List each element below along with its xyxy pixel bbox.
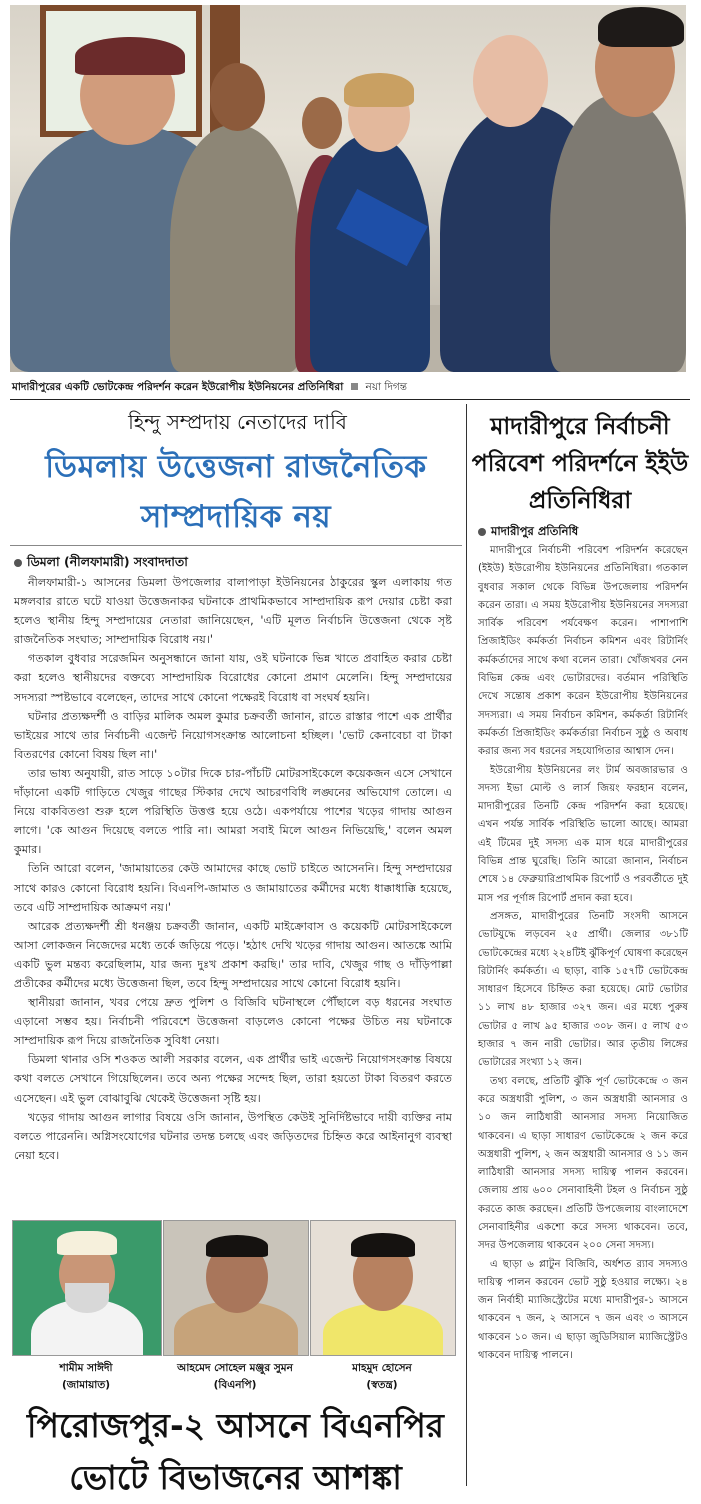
portrait-name: আহমেদ সোহেল মঞ্জুর সুমন (177, 1362, 293, 1374)
side-byline (478, 523, 578, 542)
main-paragraph: নীলফামারী-১ আসনের ডিমলা উপজেলার বালাপাড়া ইউনিয়নের ঠাকুরের স্কুল এলাকায় গত মঙ্গলবার রাতে ঘটে যাওয়া উত্তেজনাকর ঘটনাকে প্রাথমিকভাবে সাম্প্রদায়িক রূপ দেয়ার চেষ্টা করা হলেও স্থানীয় হিন্দু সম্প্রদায়ের নেতারা জানিয়েছেন, 'এটি মূলত নির্বাচনি উত্তেজনা থেকে সৃষ্ট রাজনৈতিক সংঘাত; সাম্প্রদায়িক বিরোধ নয়।' (14, 576, 452, 647)
main-paragraph: ডিমলা থানার ওসি শওকত আলী সরকার বলেন, এক প্রার্থীর ভাই এজেন্ট নিয়োগসংক্রান্ত বিষয়ে কথা বলতে সেখানে গিয়েছিলেন। তবে অন্য পক্ষের সন্দেহ ছিল, তারা হয়তো টাকা বিতরণ করতে এসেছেন। এই ভুল বোঝাবুঝি থেকেই উত্তেজনা সৃষ্টি হয়। (14, 1053, 452, 1105)
side-paragraph: প্রসঙ্গত, মাদারীপুরের তিনটি সংসদী আসনে ভোটযুদ্ধে লড়বেন ২৫ প্রার্থী। জেলার ৩৮১টি ভোটকেন্দ্রের মধ্যে ২২৪টিই ঝুঁকিপূর্ণ ঘোষণা করেছেন রিটার্নিং কর্মকর্তা। এ ছাড়া, বাকি ১৫৭টি ভোটকেন্দ্র সাধারণ হিসেবে চিহ্নিত করা হয়েছে। মোট ভোটার ১১ লাখ ৪৮ হাজার ৩২৭ জন। এর মধ্যে পুরুষ ভোটার ৫ লাখ ৯৫ হাজার ৩০৮ জন। ৫ লাখ ৫৩ হাজার ৭ জন নারী ভোটার। আর তৃতীয় লিঙ্গের ভোটারের সংখ্যা ১২ জন। (478, 910, 688, 1069)
main-headline-line1: ডিমলায় উত্তেজনা রাজনৈতিক (45, 449, 427, 485)
main-paragraph: তিনি আরো বলেন, 'জামায়াতের কেউ আমাদের কাছে ভোট চাইতে আসেননি। হিন্দু সম্প্রদায়ের সাথে কারও কোনো বিরোধ হয়নি। বিএনপি-জামাত ও জামায়াতের কর্মীদের মধ্যে ধাক্কাধাক্কি হয়েছে, তবে এটি সাম্প্রদায়িক আক্রমণ নয়।' (14, 862, 452, 914)
main-kicker: হিন্দু সম্প্রদায় নেতাদের দাবি (128, 410, 347, 434)
portrait-photo-2 (163, 1220, 309, 1356)
main-paragraph: খড়ের গাদায় আগুন লাগার বিষয়ে ওসি জানান, উপস্থিত কেউই সুনির্দিষ্টভাবে দায়ী ব্যক্তির নাম বলতে পারেননি। অগ্নিসংযোগের ঘটনার তদন্ত চলছে এবং জড়িতদের চিহ্নিত করে আইনানুগ ব্যবস্থা নেয়া হবে। (14, 1110, 452, 1162)
side-paragraph: এ ছাড়া ৬ প্লাটুন বিজিবি, অর্ধশত র‍্যাব সদস্যও দায়িত্ব পালন করবেন ভোট সুষ্ঠু হওয়ার লক্ষ্যে। ২৪ জন নির্বাহী ম্যাজিস্ট্রেটের মধ্যে মাদারীপুর-১ আসনে থাকবেন ৭ জন, ২ আসনে ৭ জন এবং ৩ আসনে থাকবেন ১০ জন। এ ছাড়া জুডিসিয়াল ম্যাজিস্ট্রেটও থাকবেন দায়িত্ব পালনে। (478, 1258, 688, 1362)
main-headline (10, 442, 462, 542)
side-paragraph: মাদারীপুরে নির্বাচনী পরিবেশ পরিদর্শন করেছেন (ইইউ) ইউরোপীয় ইউনিয়নের প্রতিনিধিরা। গতকাল বুধবার সকাল থেকে বিভিন্ন উপজেলায় পরিদর্শন করেন তারা। এ সময় ইউরোপীয় ইউনিয়নের সদস্যরা সার্বিক পরিবেশ পর্যবেক্ষণ করেন। পাশাপাশি প্রিজাইডিং কর্মকর্তা নির্বাচন কমিশন এবং রিটার্নিং কর্মকর্তাদের সাথে কথা বলেন তারা। খোঁজখবর নেন বিভিন্ন কেন্দ্র এবং ভোটারদের। বর্তমান পরিস্থিতি দেখে সন্তোষ প্রকাশ করেন ইউরোপীয় ইউনিয়নের সদস্যরা। এ সময় নির্বাচন কমিশন, কর্মকর্তা রিটার্নিং কর্মকর্তা প্রিজাইডিং কর্মকর্তারা নির্বাচন সুষ্ঠু ও অবাধ করার জন্য সব ধরনের সহযোগিতার আশ্বাস দেন। (478, 545, 688, 758)
portrait-name: মাহমুদ হোসেন (352, 1362, 412, 1374)
caption-square-icon (351, 383, 358, 390)
divider (10, 399, 690, 400)
portrait-party: (বিএনপি) (213, 1379, 257, 1391)
main-headline-line2: সাম্প্রদায়িক নয় (140, 499, 332, 535)
main-body (14, 573, 452, 1165)
bottom-headline-line1: পিরোজপুর-২ আসনে বিএনপির (27, 1406, 444, 1445)
portrait-caption-2 (163, 1360, 307, 1394)
portrait-name: শামীম সাঈদী (59, 1362, 113, 1374)
portrait-caption-1 (12, 1360, 160, 1394)
main-byline (14, 554, 188, 574)
bottom-headline-line2: ভোটে বিভাজনের আশঙ্কা (69, 1458, 402, 1497)
caption-source: নয়া দিগন্ত (365, 381, 408, 393)
portrait-caption-3 (310, 1360, 454, 1394)
divider (10, 545, 462, 546)
bullet-icon (478, 528, 486, 536)
caption-text: মাদারীপুরের একটি ভোটকেন্দ্র পরিদর্শন করেন ইউরোপীয় ইউনিয়নের প্রতিনিধিরা (12, 381, 344, 393)
bullet-icon (14, 559, 22, 567)
top-photo-caption (12, 380, 692, 397)
main-paragraph: স্থানীয়রা জানান, খবর পেয়ে দ্রুত পুলিশ ও বিজিবি ঘটনাস্থলে পৌঁছালে বড় ধরনের সংঘাত এড়ানো সম্ভব হয়। নির্বাচনী পরিবেশে উত্তেজনা বাড়লেও কোনো পক্ষের উচিত নয় ঘটনাকে সাম্প্রদায়িক রূপ দিয়ে রাজনৈতিক সুবিধা নেয়া। (14, 996, 452, 1048)
column-divider (466, 404, 467, 1486)
main-byline-text: ডিমলা (নীলফামারী) সংবাদদাতা (27, 554, 188, 569)
main-paragraph: আরেক প্রত্যক্ষদর্শী শ্রী ধনঞ্জয় চক্রবর্তী জানান, একটি মাইক্রোবাস ও কয়েকটি মোটরসাইকেলে আসা লোকজন নিজেদের মধ্যে তর্কে জড়িয়ে পড়ে। 'হঠাৎ দেখি খড়ের গাদায় আগুন। আতঙ্কে আমি একটি ভুল মন্তব্য করেছিলাম, যার জন্য দুঃখ প্রকাশ করছি।' তার দাবি, খেজুর গাছ ও দাঁড়িপাল্লা প্রতীকের কর্মীদের মধ্যে উত্তেজনা ছিল, তবে হিন্দু সম্প্রদায়ের সাথে কোনো বিরোধ হয়নি। (14, 919, 452, 990)
portrait-party: (স্বতন্ত্র) (366, 1379, 398, 1391)
portrait-party: (জামায়াত) (61, 1379, 111, 1391)
bottom-headline (8, 1400, 463, 1504)
side-body (478, 542, 688, 1365)
side-headline: মাদারীপুরে নির্বাচনী পরিবেশ পরিদর্শনে ইইউ প্রতিনিধিরা (471, 412, 689, 514)
side-paragraph: তথ্য বলছে, প্রতিটি ঝুঁকি পূর্ণ ভোটকেন্দ্রে ৩ জন করে অস্ত্রধারী পুলিশ, ৩ জন অস্ত্রধারী আনসার ও ১০ জন লাঠিধারী আনসার সদস্য নিয়োজিত থাকবেন। এ ছাড়া সাধারণ ভোটকেন্দ্রে ২ জন করে অস্ত্রধারী পুলিশ, ২ জন অস্ত্রধারী আনসার ও ১১ জন লাঠিধারী আনসার সদস্য দায়িত্ব পালন করবেন। জেলায় প্রায় ৬০০ সেনাবাহিনী টহল ও নির্বাচন সুষ্ঠু করতে কাজ করছেন। প্রতিটি উপজেলায় বাংলাদেশে সেনাবাহিনীর একশো করে সদস্য থাকবেন। তবে, সদর উপজেলায় থাকবেন ২০০ সেনা সদস্য। (478, 1075, 688, 1252)
main-paragraph: গতকাল বুধবার সরেজমিন অনুসন্ধানে জানা যায়, ওই ঘটনাকে ভিন্ন খাতে প্রবাহিত করার চেষ্টা করা হলেও স্থানীয়দের বক্তব্যে সাম্প্রদায়িক বিরোধের কোনো প্রমাণ মেলেনি। হিন্দু সম্প্রদায়ের সদস্যরা স্পষ্টভাবে বলেছেন, তাদের সাথে কোনো পক্ষেরই বিরোধ বা সংঘর্ষ হয়নি। (14, 652, 452, 704)
top-photo (10, 5, 686, 372)
portrait-photo-3 (310, 1220, 456, 1356)
side-paragraph: ইউরোপীয় ইউনিয়নের লং টার্ম অবজারভার ও সদস্য ইভা মোল্ট ও লার্স জিয়ং ফরহান বলেন, মাদারীপুরের তিনটি কেন্দ্র পরিদর্শন করা হয়েছে। এখন পর্যন্ত সার্বিক পরিস্থিতি ভালো আছে। আমরা এই টিমের দুই সদস্য এক মাস ধরে মাদারীপুরের বিভিন্ন প্রান্ত ঘুরেছি। তিনি আরো জানান, নির্বাচন শেষে ১৪ ফেব্রুয়ারিপ্রাথমিক রিপোর্ট ও পরবর্তীতে দুই মাস পর পূর্ণাঙ্গ রিপোর্ট প্রদান করা হবে। (478, 764, 688, 904)
main-paragraph: ঘটনার প্রত্যক্ষদর্শী ও বাড়ির মালিক অমল কুমার চক্রবর্তী জানান, রাতে রাস্তার পাশে এক প্রার্থীর ভাইয়ের সাথে তার নির্বাচনী এজেন্ট নিয়োগসংক্রান্ত আলোচনা হচ্ছিল। 'ভোট কেনাবেচা বা টাকা বিতরণের কোনো বিষয় ছিল না।' (14, 709, 452, 761)
portrait-photo-1 (12, 1220, 162, 1356)
main-paragraph: তার ভাষ্য অনুযায়ী, রাত সাড়ে ১০টার দিকে চার-পাঁচটি মোটরসাইকেলে কয়েকজন এসে সেখানে দাঁড়ানো একটি গাড়িতে খেজুর গাছের স্টিকার দেখে আচরণবিধি লঙ্ঘনের অভিযোগ তোলে। এ নিয়ে বাকবিতণ্ডা শুরু হলে পরিস্থিতি উত্তপ্ত হয়ে ওঠে। একপর্যায়ে পাশের খড়ের গাদায় আগুন লাগে। 'কে আগুন দিয়েছে বলতে পারি না। আমরা সবাই মিলে আগুন নিভিয়েছি,' বলেন অমল কুমার। (14, 766, 452, 857)
side-byline-text: মাদারীপুর প্রতিনিধি (491, 524, 579, 538)
